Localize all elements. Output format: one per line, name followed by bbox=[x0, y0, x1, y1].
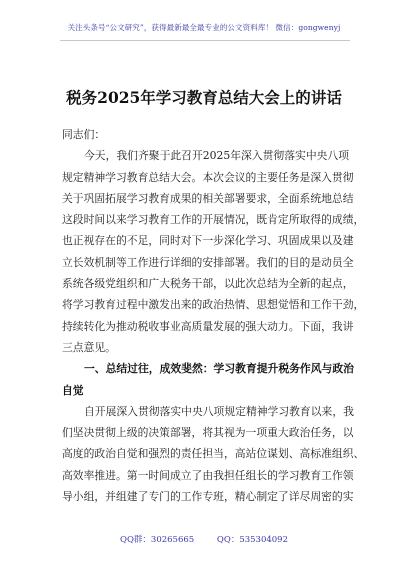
document-body bbox=[62, 124, 365, 507]
salutation-line: 同志们： bbox=[62, 128, 106, 141]
footer-qq-group: QQ群：30265665 bbox=[119, 535, 195, 545]
paragraph-line: 关于巩固拓展学习教育成果的相关部署要求，全面系统地总结 bbox=[62, 191, 354, 205]
footer-contact bbox=[0, 533, 408, 545]
paragraph-line: 今天，我们齐聚于此召开2025年深入贯彻落实中央八项 bbox=[84, 149, 350, 163]
document-title: 税务2025年学习教育总结大会上的讲话 bbox=[66, 88, 342, 107]
paragraph-line: 们坚决贯彻上级的决策部署，将其视为一项重大政治任务，以 bbox=[62, 426, 354, 440]
footer-qq: QQ：535304092 bbox=[216, 535, 288, 545]
paragraph-line: 持续转化为推动税收事业高质量发展的强大动力。下面，我讲 bbox=[62, 319, 354, 333]
paragraph-line: 系统各级党组织和广大税务干部，以此次总结为全新的起点， bbox=[62, 277, 354, 291]
paragraph-line: 高度的政治自觉和强烈的责任担当，高站位谋划、高标准组织、 bbox=[62, 447, 365, 461]
paragraph-line: 高效率推进。第一时间成立了由我担任组长的学习教育工作领 bbox=[62, 468, 354, 482]
paragraph-line: 将学习教育过程中激发出来的政治热情、思想觉悟和工作干劲， bbox=[62, 298, 365, 312]
section-heading-line: 自觉 bbox=[62, 383, 84, 397]
paragraph-line: 这段时间以来学习教育工作的开展情况，既肯定所取得的成绩， bbox=[62, 213, 365, 227]
header-banner: 关注头条号“公文研究”，获得最新最全最专业的公文资料库！ 微信：gongwenyj bbox=[67, 23, 341, 32]
section-heading-line: 一、总结过往，成效斐然：学习教育提升税务作风与政治 bbox=[84, 362, 354, 376]
paragraph-line: 自开展深入贯彻落实中央八项规定精神学习教育以来，我 bbox=[84, 404, 354, 418]
paragraph-line: 立长效机制等工作进行详细的安排部署。我们的目的是动员全 bbox=[62, 255, 354, 269]
paragraph-line: 规定精神学习教育总结大会。本次会议的主要任务是深入贯彻 bbox=[62, 170, 354, 184]
header-divider bbox=[60, 40, 350, 41]
paragraph-line: 三点意见。 bbox=[62, 340, 116, 354]
paragraph-line: 导小组，并组建了专门的工作专班，精心制定了详尽周密的实 bbox=[62, 490, 354, 504]
paragraph-line: 也正视存在的不足，同时对下一步深化学习、巩固成果以及建 bbox=[62, 234, 354, 248]
